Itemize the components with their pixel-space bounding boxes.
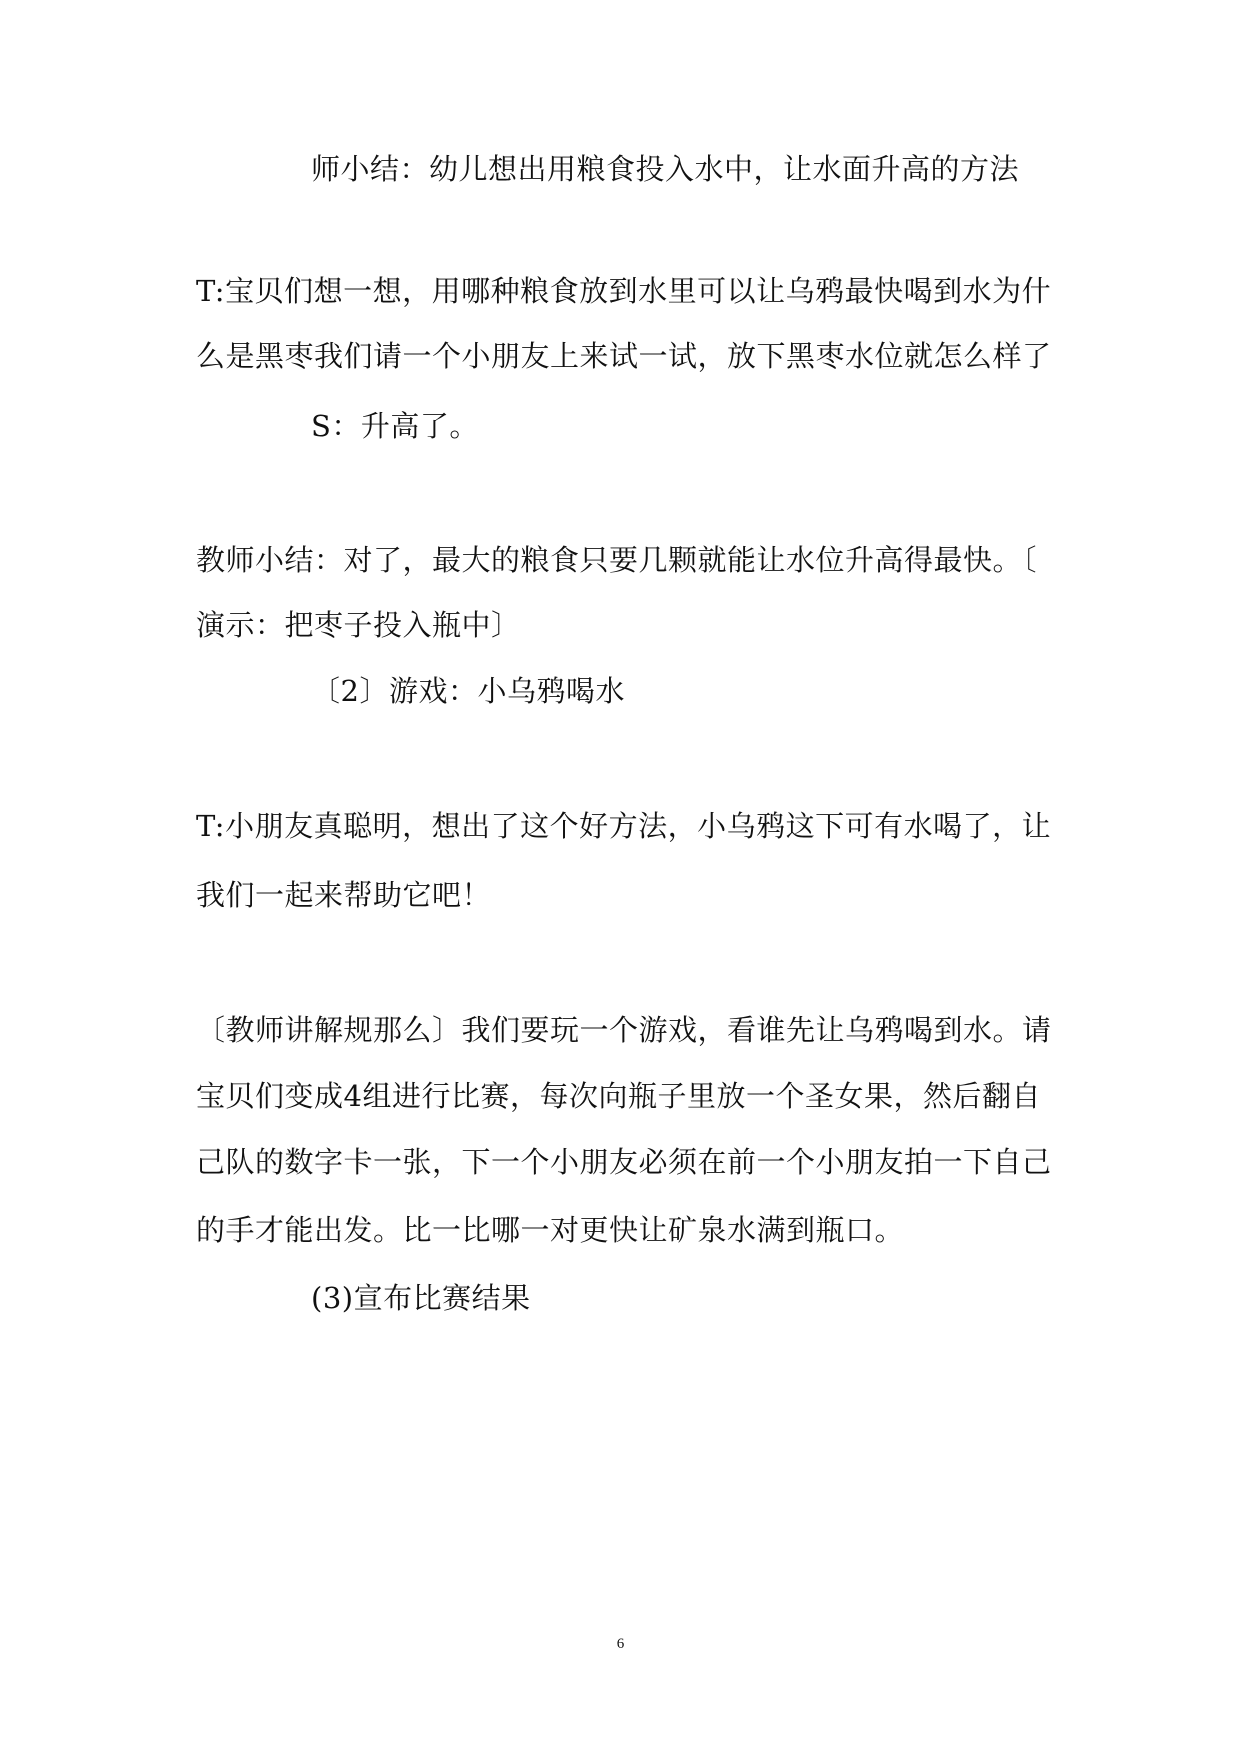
paragraph-rules-line-1: 〔教师讲解规那么〕我们要玩一个游戏，看谁先让乌鸦喝到水。请 <box>196 1013 1052 1047</box>
paragraph-game-heading: 〔2〕游戏：小乌鸦喝水 <box>311 674 625 708</box>
paragraph-rules-line-4: 的手才能出发。比一比哪一对更快让矿泉水满到瓶口。 <box>196 1213 905 1247</box>
paragraph-question-line-1: T:宝贝们想一想，用哪种粮食放到水里可以让乌鸦最快喝到水为什 <box>196 274 1052 308</box>
paragraph-answer-line-1: S：升高了。 <box>311 409 479 443</box>
paragraph-rules-line-3: 己队的数字卡一张，下一个小朋友必须在前一个小朋友拍一下自己 <box>196 1145 1052 1179</box>
paragraph-results-heading: (3)宣布比赛结果 <box>311 1281 531 1315</box>
paragraph-rules-line-2: 宝贝们变成4组进行比赛，每次向瓶子里放一个圣女果，然后翻自 <box>196 1079 1041 1113</box>
paragraph-summary-line-2: 演示：把枣子投入瓶中〕 <box>196 608 521 642</box>
paragraph-praise-line-1: T:小朋友真聪明，想出了这个好方法，小乌鸦这下可有水喝了，让 <box>196 809 1052 843</box>
paragraph-question-line-2: 么是黑枣我们请一个小朋友上来试一试，放下黑枣水位就怎么样了 <box>196 339 1052 373</box>
paragraph-praise-line-2: 我们一起来帮助它吧！ <box>196 878 492 912</box>
paragraph-summary-line-1: 教师小结：对了，最大的粮食只要几颗就能让水位升高得最快。〔 <box>196 543 1038 577</box>
paragraph-teacher-summary-line-1: 师小结：幼儿想出用粮食投入水中，让水面升高的方法 <box>311 152 1020 186</box>
page-number: 6 <box>616 1636 625 1652</box>
